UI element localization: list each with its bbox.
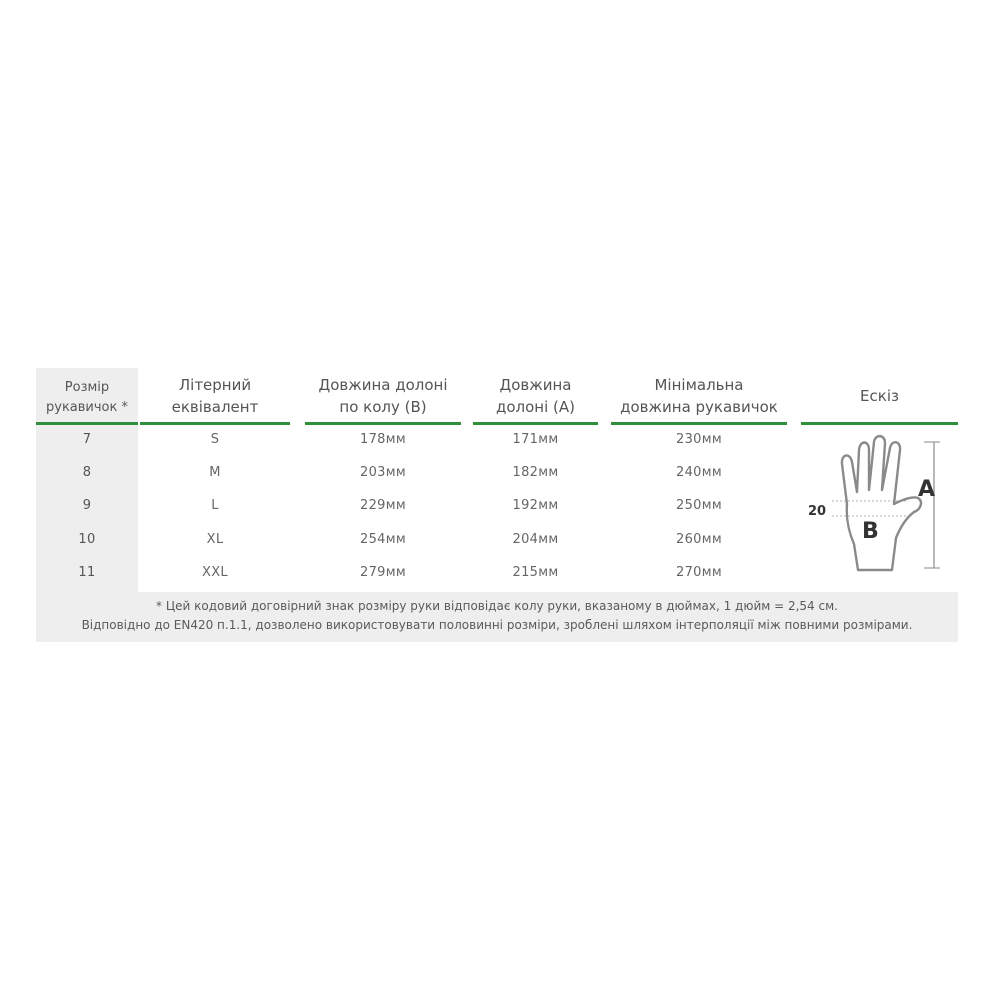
header-min-length-line-1: Мінімальна <box>654 376 744 394</box>
cell-circumference: 229мм <box>360 498 406 513</box>
header-length-line-2: долоні (A) <box>495 398 576 416</box>
cell-min-length: 250мм <box>676 498 722 513</box>
cell-circumference: 279мм <box>360 565 406 580</box>
cell-min-length: 260мм <box>676 532 722 547</box>
cell-size: 9 <box>82 498 92 513</box>
cell-min-length: 230мм <box>676 432 722 447</box>
header-letter <box>140 374 290 418</box>
cell-letter: XL <box>206 532 224 547</box>
header-rule-sketch <box>801 422 958 425</box>
header-rule-letter <box>140 422 290 425</box>
label-b: B <box>862 519 879 544</box>
glove-outline-icon <box>842 436 921 570</box>
cell-length: 171мм <box>512 432 559 447</box>
cell-size: 8 <box>82 465 92 480</box>
cell-letter: M <box>209 465 221 480</box>
cell-size: 7 <box>82 432 92 447</box>
header-length <box>473 374 598 418</box>
header-letter-line-2: еквівалент <box>171 398 259 416</box>
footnote-1: * Цей кодовий договірний знак розміру руки відповідає колу руки, вказаному в дюймах, 1 дюйм = 2,54 см. <box>156 599 838 613</box>
cell-length: 182мм <box>512 465 559 480</box>
header-rule-size <box>36 422 138 425</box>
header-min-length <box>611 374 787 418</box>
footnote-2: Відповідно до EN420 п.1.1, дозволено використовувати половинні розміри, зроблені шляхом інтерполяції між повними розмірами. <box>81 618 913 632</box>
cell-length: 192мм <box>512 498 559 513</box>
header-rule-min-length <box>611 422 787 425</box>
header-letter-line-1: Літерний <box>178 376 252 394</box>
header-size-line-1: Розмір <box>64 380 110 395</box>
cell-circumference: 203мм <box>360 465 406 480</box>
header-length-line-1: Довжина <box>499 376 572 394</box>
cell-letter: XXL <box>202 565 228 580</box>
label-a: A <box>918 477 936 502</box>
cell-size: 10 <box>78 532 96 547</box>
cell-letter: S <box>210 432 220 447</box>
header-circumference <box>305 374 461 418</box>
header-circumference-line-2: по колу (B) <box>339 398 427 416</box>
cell-size: 11 <box>78 565 96 580</box>
glove-sketch <box>806 434 956 580</box>
header-min-length-line-2: довжина рукавичок <box>620 398 778 416</box>
cell-length: 204мм <box>512 532 559 547</box>
header-circumference-line-1: Довжина долоні <box>318 376 448 394</box>
header-sketch: Ескіз <box>860 387 899 405</box>
cell-min-length: 270мм <box>676 565 722 580</box>
cell-circumference: 254мм <box>360 532 406 547</box>
cell-min-length: 240мм <box>676 465 722 480</box>
cell-length: 215мм <box>512 565 559 580</box>
cell-circumference: 178мм <box>360 432 406 447</box>
header-size-line-2: рукавичок * <box>46 400 128 415</box>
header-rule-length <box>473 422 598 425</box>
glove-size-table <box>36 368 958 642</box>
cell-letter: L <box>211 498 219 513</box>
header-rule-circumference <box>305 422 461 425</box>
label-offset: 20 <box>808 504 827 519</box>
header-size <box>36 378 138 418</box>
